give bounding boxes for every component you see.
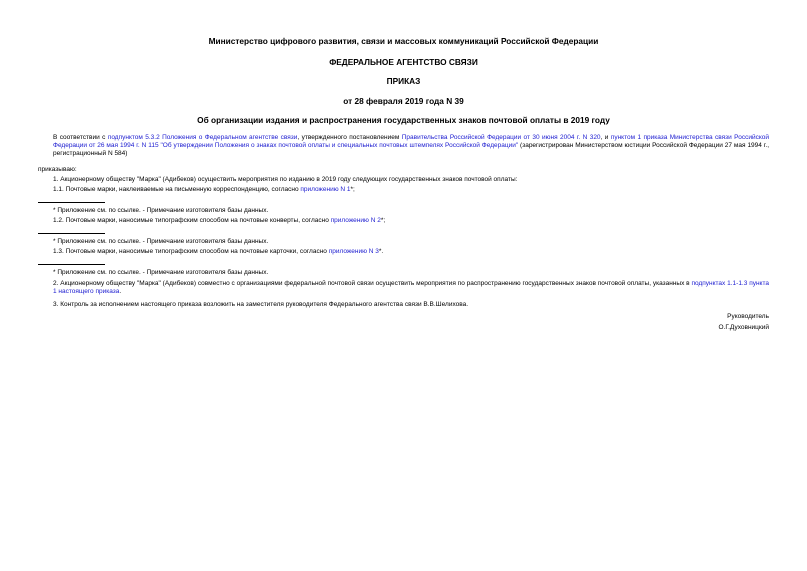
item-1: 1. Акционерному обществу "Марка" (Адибеков) осуществить мероприятия по изданию в 2019 году следующих государственных знаков почтовой оплаты: bbox=[53, 176, 518, 183]
item-1-2-text: 1.2. Почтовые марки, наносимые типографским способом на почтовые конверты, согласно bbox=[53, 217, 331, 224]
item-1-2-suffix: *; bbox=[380, 217, 386, 224]
item-3: 3. Контроль за исполнением настоящего приказа возложить на заместителя руководителя Федерального агентства связи В.В.Шелихова. bbox=[53, 301, 469, 308]
preamble-paragraph bbox=[38, 134, 769, 158]
item-1-1 bbox=[38, 186, 769, 194]
footnote-divider bbox=[38, 264, 105, 265]
footnote-3: * Приложение см. по ссылке. - Примечание изготовителя базы данных. bbox=[53, 269, 269, 276]
item-2-text: 2. Акционерному обществу "Марка" (Адибеков) совместно с организациями федеральной почтовой связи осуществить мероприятия по распространению государственных знаков почтовой оплаты, указанных в bbox=[53, 280, 692, 287]
agency-heading: ФЕДЕРАЛЬНОЕ АГЕНТСТВО СВЯЗИ bbox=[329, 57, 478, 67]
doc-type-heading: ПРИКАЗ bbox=[386, 76, 421, 86]
link-ministry-order-115[interactable]: пунктом 1 приказа Министерства связи Российской Федерации от 26 мая 1994 г. N 115 "Об утверждении Положения о знаках почтовой оплаты и специальных почтовых штемпелях Российской Федерации" bbox=[53, 134, 770, 149]
link-appendix-3[interactable]: приложению N 3 bbox=[328, 248, 379, 255]
footnote-divider bbox=[38, 202, 105, 203]
signature-position: Руководитель bbox=[727, 313, 769, 320]
item-2-suffix: . bbox=[119, 288, 122, 295]
item-1-1-text: 1.1. Почтовые марки, наклеиваемые на письменную корреспонденцию, согласно bbox=[53, 186, 301, 193]
preamble-text-4: (зарегистрирован Министерством юстиции Российской Федерации 27 мая 1994 г., регистрационный N 584) bbox=[53, 142, 769, 157]
item-1-2 bbox=[38, 217, 769, 225]
item-1-1-suffix: *; bbox=[350, 186, 355, 193]
date-number-heading: от 28 февраля 2019 года N 39 bbox=[343, 96, 464, 106]
preamble-text-1: В соответствии с bbox=[53, 134, 108, 141]
preamble-text-2: , утвержденного постановлением bbox=[297, 134, 402, 141]
link-regulation-5-3-2[interactable]: подпунктом 5.3.2 Положения о Федеральном агентстве связи bbox=[107, 134, 298, 141]
footnote-divider bbox=[38, 233, 105, 234]
link-appendix-2[interactable]: приложению N 2 bbox=[330, 217, 381, 224]
preamble-text-3: , и bbox=[600, 134, 611, 141]
ministry-heading: Министерство цифрового развития, связи и массовых коммуникаций Российской Федерации bbox=[208, 36, 599, 46]
item-1-3 bbox=[38, 248, 769, 256]
footnote-1: * Приложение см. по ссылке. - Примечание изготовителя базы данных. bbox=[53, 207, 269, 214]
item-2 bbox=[38, 280, 769, 296]
item-1-3-text: 1.3. Почтовые марки, наносимые типографским способом на почтовые карточки, согласно bbox=[53, 248, 329, 255]
signature-name: О.Г.Духовницкий bbox=[718, 324, 769, 331]
document-title: Об организации издания и распространения государственных знаков почтовой оплаты в 2019 году bbox=[197, 115, 610, 125]
item-1-3-suffix: *. bbox=[378, 248, 384, 255]
order-word: приказываю: bbox=[38, 166, 77, 173]
footnote-2: * Приложение см. по ссылке. - Примечание изготовителя базы данных. bbox=[53, 238, 269, 245]
link-appendix-1[interactable]: приложению N 1 bbox=[300, 186, 351, 193]
link-subitems-1-1-1-3[interactable]: подпунктах 1.1-1.3 пункта 1 настоящего приказа bbox=[53, 280, 769, 295]
link-government-decree-320[interactable]: Правительства Российской Федерации от 30 июня 2004 г. N 320 bbox=[401, 134, 601, 141]
